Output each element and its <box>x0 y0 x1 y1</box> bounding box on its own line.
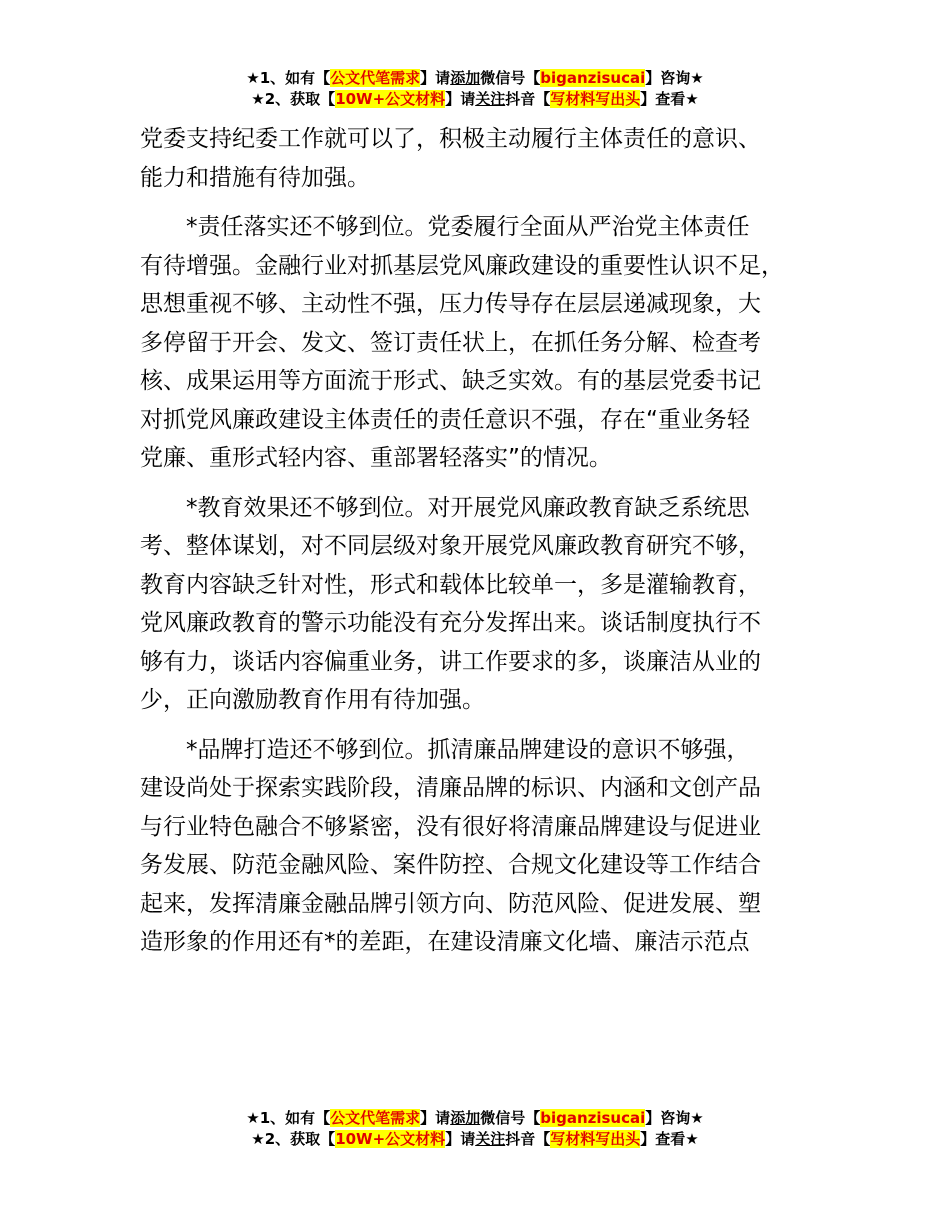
footer-banner <box>0 1108 950 1150</box>
banner-text: 】查看★ <box>640 1130 699 1148</box>
paragraph <box>140 489 830 720</box>
text-line: 够有力，谈话内容偏重业务，讲工作要求的多，谈廉洁从业的 <box>140 648 761 675</box>
banner-text: 微信号【 <box>480 1109 541 1127</box>
banner-highlight: 10W+公文材料 <box>335 90 446 108</box>
banner-highlight: biganzisucai <box>540 69 646 87</box>
text-line: 党风廉政教育的警示功能没有充分发挥出来。谈话制度执行不 <box>140 610 761 636</box>
banner-line-2 <box>0 89 950 110</box>
paragraph <box>140 120 830 197</box>
text-line: 多停留于开会、发文、签订责任状上，在抓任务分解、检查考 <box>140 329 761 356</box>
banner-line-2 <box>0 1129 950 1150</box>
banner-highlight: 写材料写出头 <box>550 90 641 108</box>
text-line: 党委支持纪委工作就可以了，积极主动履行主体责任的意识、 <box>140 126 761 152</box>
text-line: 党廉、重形式轻内容、重部署轻落实”的情况。 <box>140 445 612 471</box>
banner-line-1 <box>0 1108 950 1129</box>
banner-text: 】咨询★ <box>645 69 704 87</box>
banner-text: ★1、如有【 <box>246 69 331 87</box>
text-line: 对抓党风廉政建设主体责任的责任意识不强，存在“重业务轻 <box>140 406 750 433</box>
text-line: 考、整体谋划，对不同层级对象开展党风廉政教育研究不够， <box>140 533 761 559</box>
paragraph <box>140 731 830 962</box>
banner-highlight: 公文代笔需求 <box>330 1109 421 1127</box>
banner-text: 】请 <box>445 90 476 108</box>
text-line: 核、成果运用等方面流于形式、缺乏实效。有的基层党委书记 <box>140 368 761 394</box>
banner-text: ★2、获取【 <box>251 90 336 108</box>
document-body <box>140 120 830 973</box>
text-line: 造形象的作用还有*的差距，在建设清廉文化墙、廉洁示范点 <box>140 929 750 955</box>
text-line: 思想重视不够、主动性不强，压力传导存在层层递减现象，大 <box>140 291 761 317</box>
text-line: 起来，发挥清廉金融品牌引领方向、防范风险、促进发展、塑 <box>140 890 761 917</box>
text-line: 少，正向激励教育作用有待加强。 <box>140 687 485 713</box>
banner-text: 抖音【 <box>505 90 551 108</box>
banner-highlight: 写材料写出头 <box>550 1130 641 1148</box>
banner-text: 抖音【 <box>505 1130 551 1148</box>
banner-underlined: 关注 <box>475 1130 506 1148</box>
banner-line-1 <box>0 68 950 89</box>
paragraph <box>140 208 830 478</box>
text-line: 有待增强。金融行业对抓基层党风廉政建设的重要性认识不足， <box>140 252 784 279</box>
banner-text: 微信号【 <box>480 69 541 87</box>
banner-underlined: 关注 <box>475 90 506 108</box>
banner-underlined: 添加 <box>450 1109 481 1127</box>
banner-text: 】请 <box>420 1109 451 1127</box>
banner-text: ★1、如有【 <box>246 1109 331 1127</box>
banner-highlight: biganzisucai <box>540 1109 646 1127</box>
text-line: *责任落实还不够到位。党委履行全面从严治党主体责任 <box>186 214 750 240</box>
text-line: *教育效果还不够到位。对开展党风廉政教育缺乏系统思 <box>186 494 750 521</box>
banner-text: 】请 <box>420 69 451 87</box>
header-banner <box>0 68 950 110</box>
text-line: 教育内容缺乏针对性，形式和载体比较单一，多是灌输教育， <box>140 571 761 598</box>
text-line: 能力和措施有待加强。 <box>140 164 370 191</box>
banner-highlight: 公文代笔需求 <box>330 69 421 87</box>
banner-text: 】请 <box>445 1130 476 1148</box>
text-line: *品牌打造还不够到位。抓清廉品牌建设的意识不够强， <box>186 736 750 763</box>
banner-text: ★2、获取【 <box>251 1130 336 1148</box>
banner-text: 】查看★ <box>640 90 699 108</box>
banner-text: 】咨询★ <box>645 1109 704 1127</box>
text-line: 务发展、防范金融风险、案件防控、合规文化建设等工作结合 <box>140 852 761 878</box>
banner-highlight: 10W+公文材料 <box>335 1130 446 1148</box>
text-line: 建设尚处于探索实践阶段，清廉品牌的标识、内涵和文创产品 <box>140 775 761 801</box>
banner-underlined: 添加 <box>450 69 481 87</box>
text-line: 与行业特色融合不够紧密，没有很好将清廉品牌建设与促进业 <box>140 813 761 840</box>
